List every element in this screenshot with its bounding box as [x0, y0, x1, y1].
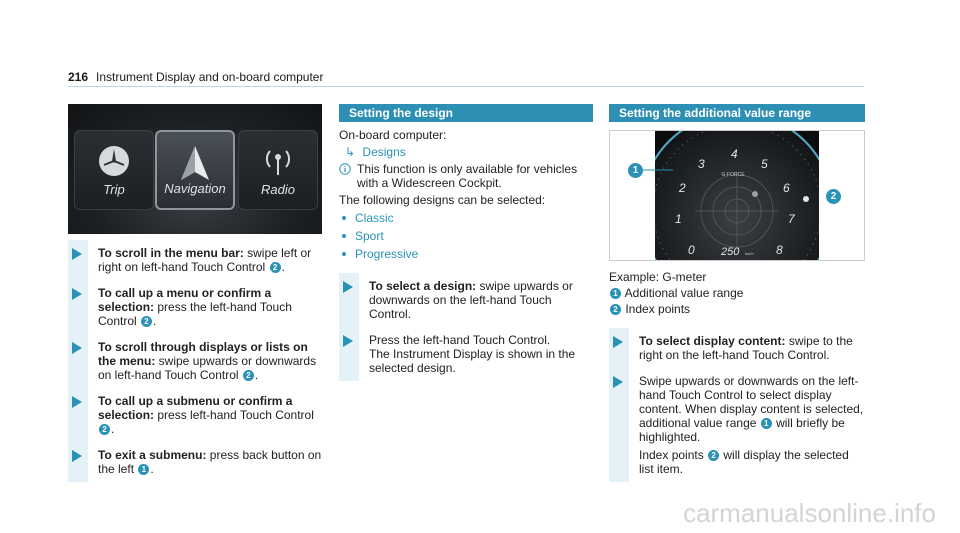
step-text: swipe upwards or downwards on left-hand Touch Control [98, 354, 317, 382]
step-call-submenu [68, 388, 322, 442]
step-scroll-lists [68, 334, 322, 388]
bullet-icon [342, 252, 346, 256]
callout-1: 1 [628, 163, 643, 178]
dial-number: 6 [783, 181, 790, 195]
radio-icon [260, 143, 296, 179]
list-item-progressive [339, 247, 593, 261]
menu-path-designs: Designs [362, 145, 406, 159]
tile-trip [74, 130, 154, 210]
tile-label-trip: Trip [103, 182, 125, 197]
step-tail: . [254, 368, 259, 382]
watermark: carmanualsonline.info [683, 498, 936, 528]
step-heading: To select display content: [639, 334, 786, 348]
step-heading: To call up a menu or confirm a selection: [98, 286, 272, 314]
dial-number: 5 [761, 157, 768, 171]
bullet-icon [342, 216, 346, 220]
dial-number: 0 [688, 243, 695, 257]
step-bar [68, 240, 88, 280]
step-tail: . [153, 314, 157, 328]
step-result: The Instrument Display is shown in the selected design. [369, 347, 576, 375]
step-heading: To exit a submenu: [98, 448, 207, 462]
ref-badge: 2 [708, 450, 719, 461]
chapter-title: Instrument Display and on-board computer [96, 70, 324, 84]
callout-1-leader [643, 169, 673, 173]
step-arrow-icon [613, 376, 623, 388]
step-tail: . [111, 422, 115, 436]
list-item-classic [339, 211, 593, 225]
gmeter-illustration [609, 130, 865, 261]
step-text: swipe upwards or downwards on the left-hand Touch Control. [369, 279, 573, 321]
step-call-menu [68, 280, 322, 334]
dial-number: 3 [698, 157, 705, 171]
page-number: 216 [68, 70, 89, 84]
dial-number: 8 [776, 243, 783, 257]
step-tail: will display the selected list item. [639, 448, 849, 476]
design-section [339, 104, 593, 381]
option-label: Classic [355, 211, 394, 225]
step-arrow-icon [72, 342, 82, 354]
ref-badge: 2 [99, 424, 110, 435]
menu-bar-instructions [68, 240, 322, 482]
step-arrow-icon [72, 288, 82, 300]
menu-path-root: On-board computer: [339, 128, 447, 142]
legend-text: Additional value range [624, 286, 744, 300]
ref-badge: 2 [270, 262, 281, 273]
ref-badge: 2 [243, 370, 254, 381]
step-heading: To scroll in the menu bar: [98, 246, 244, 260]
step-text: swipe to the right on the left-hand Touch Control. [639, 334, 853, 362]
step-arrow-icon [343, 281, 353, 293]
info-text: This function is only available for vehicles with a Widescreen Cockpit. [357, 162, 578, 190]
tile-navigation [155, 130, 235, 210]
ref-badge: 1 [610, 288, 621, 299]
step-text: swipe left or right on left-hand Touch Control [98, 246, 312, 274]
step-arrow-icon [613, 336, 623, 348]
step-arrow-icon [72, 450, 82, 462]
gmeter-dial [655, 131, 819, 260]
ref-badge: 1 [761, 418, 772, 429]
step-heading: To call up a submenu or confirm a selection: [98, 394, 293, 422]
step-select-content [609, 328, 865, 368]
illustration-caption: Example: G-meter [609, 270, 707, 284]
step-arrow-icon [72, 248, 82, 260]
tile-label-radio: Radio [261, 182, 295, 197]
step-scroll-menu-bar [68, 240, 322, 280]
option-label: Progressive [355, 247, 419, 261]
step-tail: will briefly be highlighted. [639, 416, 845, 444]
dial-number: 7 [788, 212, 795, 226]
legend-item-1 [609, 286, 865, 300]
menu-path [339, 145, 593, 159]
ref-badge: 2 [141, 316, 152, 327]
ref-badge: 1 [138, 464, 149, 475]
step-bar [68, 442, 88, 482]
callout-2: 2 [826, 189, 841, 204]
step-exit-submenu [68, 442, 322, 482]
tile-label-navigation: Navigation [164, 181, 226, 196]
step-text: Index points [639, 448, 708, 462]
dial-number: 2 [679, 181, 686, 195]
speed-unit: km/h [745, 251, 754, 256]
option-label: Sport [355, 229, 384, 243]
trip-icon [96, 143, 132, 179]
design-intro: The following designs can be selected: [339, 193, 546, 207]
gforce-label: G-FORCE [721, 172, 745, 178]
step-text: Press the left-hand Touch Control. [369, 333, 551, 347]
step-heading: To scroll through displays or lists on the menu: [98, 340, 308, 368]
step-bar [609, 328, 629, 368]
info-note [339, 162, 593, 190]
page-header [68, 70, 323, 84]
dial-number: 1 [675, 212, 682, 226]
section-title: Setting the additional value range [609, 104, 865, 122]
value-range-text [609, 270, 865, 482]
path-arrow-icon: ↳ [345, 145, 356, 159]
legend-item-2 [609, 302, 865, 316]
tile-radio [238, 130, 318, 210]
legend-text: Index points [625, 302, 691, 316]
step-heading: To select a design: [369, 279, 477, 293]
ref-badge: 2 [610, 304, 621, 315]
step-arrow-icon [72, 396, 82, 408]
section-title: Setting the design [339, 104, 593, 122]
header-divider [68, 86, 864, 87]
step-tail: . [281, 260, 285, 274]
step-arrow-icon [343, 335, 353, 347]
step-text: press back button on the left [98, 448, 322, 476]
media-menu-screenshot [68, 104, 322, 234]
step-select-design [339, 273, 593, 327]
step-text: Swipe upwards or downwards on the left-hand Touch Control to select display content. When display content is selected, additional value range [639, 374, 864, 430]
bullet-icon [342, 234, 346, 238]
step-text: press the left-hand Touch Control [98, 300, 292, 328]
gmeter-svg [655, 131, 819, 260]
info-icon [339, 163, 351, 175]
step-text: press left-hand Touch Control [154, 408, 314, 422]
speed-readout: 250 [721, 246, 740, 258]
dial-number: 4 [731, 147, 738, 161]
step-tail: . [150, 462, 154, 476]
step-press-touch-control [339, 327, 593, 381]
list-item-sport [339, 229, 593, 243]
value-range-section [609, 104, 865, 122]
navigation-icon [177, 144, 213, 184]
step-swipe-select [609, 368, 865, 482]
